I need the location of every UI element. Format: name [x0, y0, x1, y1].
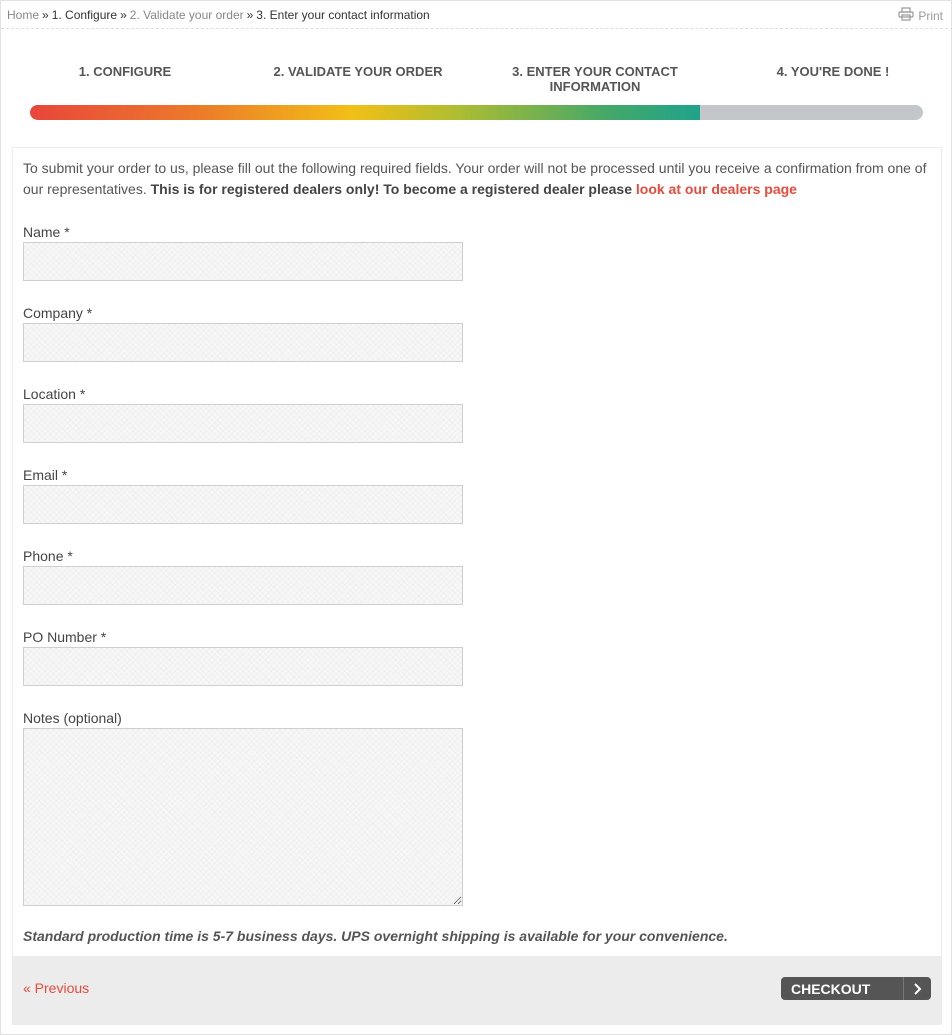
step-done: 4. YOU'RE DONE ! [776, 64, 890, 79]
breadcrumb-separator: » [246, 8, 254, 22]
breadcrumb-current: 3. Enter your contact information [256, 8, 430, 22]
checkout-label: CHECKOUT [791, 980, 871, 997]
location-label: Location * [23, 386, 86, 402]
printer-icon [898, 7, 914, 24]
notes-textarea[interactable] [23, 728, 463, 906]
intro-plain: To submit your order to us, please fill out the following required fields. Your order will not be processed until you receive a confirmation from one of our representatives. [23, 160, 927, 197]
dealers-page-link[interactable]: look at our dealers page [635, 181, 797, 197]
company-label: Company * [23, 305, 93, 321]
step-contact-info: 3. ENTER YOUR CONTACT INFORMATION [512, 64, 678, 94]
breadcrumb [7, 8, 430, 22]
chevron-right-icon [903, 977, 931, 1000]
breadcrumb-divider [1, 28, 952, 29]
checkout-button[interactable] [781, 977, 931, 1000]
name-label: Name * [23, 224, 70, 240]
checkout-steps [30, 64, 923, 98]
phone-label: Phone * [23, 548, 73, 564]
print-label: Print [918, 8, 943, 23]
breadcrumb-separator: » [42, 8, 49, 22]
company-input[interactable] [23, 323, 463, 362]
progress-bar-fill [30, 105, 700, 120]
intro-text [23, 158, 928, 200]
production-time-note: Standard production time is 5-7 business days. UPS overnight shipping is available for your convenience. [23, 928, 728, 944]
breadcrumb-configure-link[interactable]: 1. Configure [51, 8, 118, 22]
contact-form-panel [12, 147, 942, 1025]
email-label: Email * [23, 467, 68, 483]
name-input[interactable] [23, 242, 463, 281]
notes-label: Notes (optional) [23, 710, 122, 726]
phone-input[interactable] [23, 566, 463, 605]
print-button[interactable] [898, 7, 943, 24]
progress-bar [30, 105, 923, 120]
step-validate: 2. VALIDATE YOUR ORDER [273, 64, 443, 79]
breadcrumb-validate-link[interactable]: 2. Validate your order [129, 8, 244, 22]
intro-bold: This is for registered dealers only! To become a registered dealer please [150, 181, 636, 197]
step-configure: 1. CONFIGURE [78, 64, 172, 79]
po-number-label: PO Number * [23, 629, 107, 645]
breadcrumb-separator: » [120, 8, 127, 22]
email-input[interactable] [23, 485, 463, 524]
breadcrumb-home-link[interactable]: Home [7, 8, 40, 22]
previous-link[interactable]: « Previous [23, 980, 90, 996]
po-number-input[interactable] [23, 647, 463, 686]
location-input[interactable] [23, 404, 463, 443]
form-footer [13, 956, 941, 1024]
